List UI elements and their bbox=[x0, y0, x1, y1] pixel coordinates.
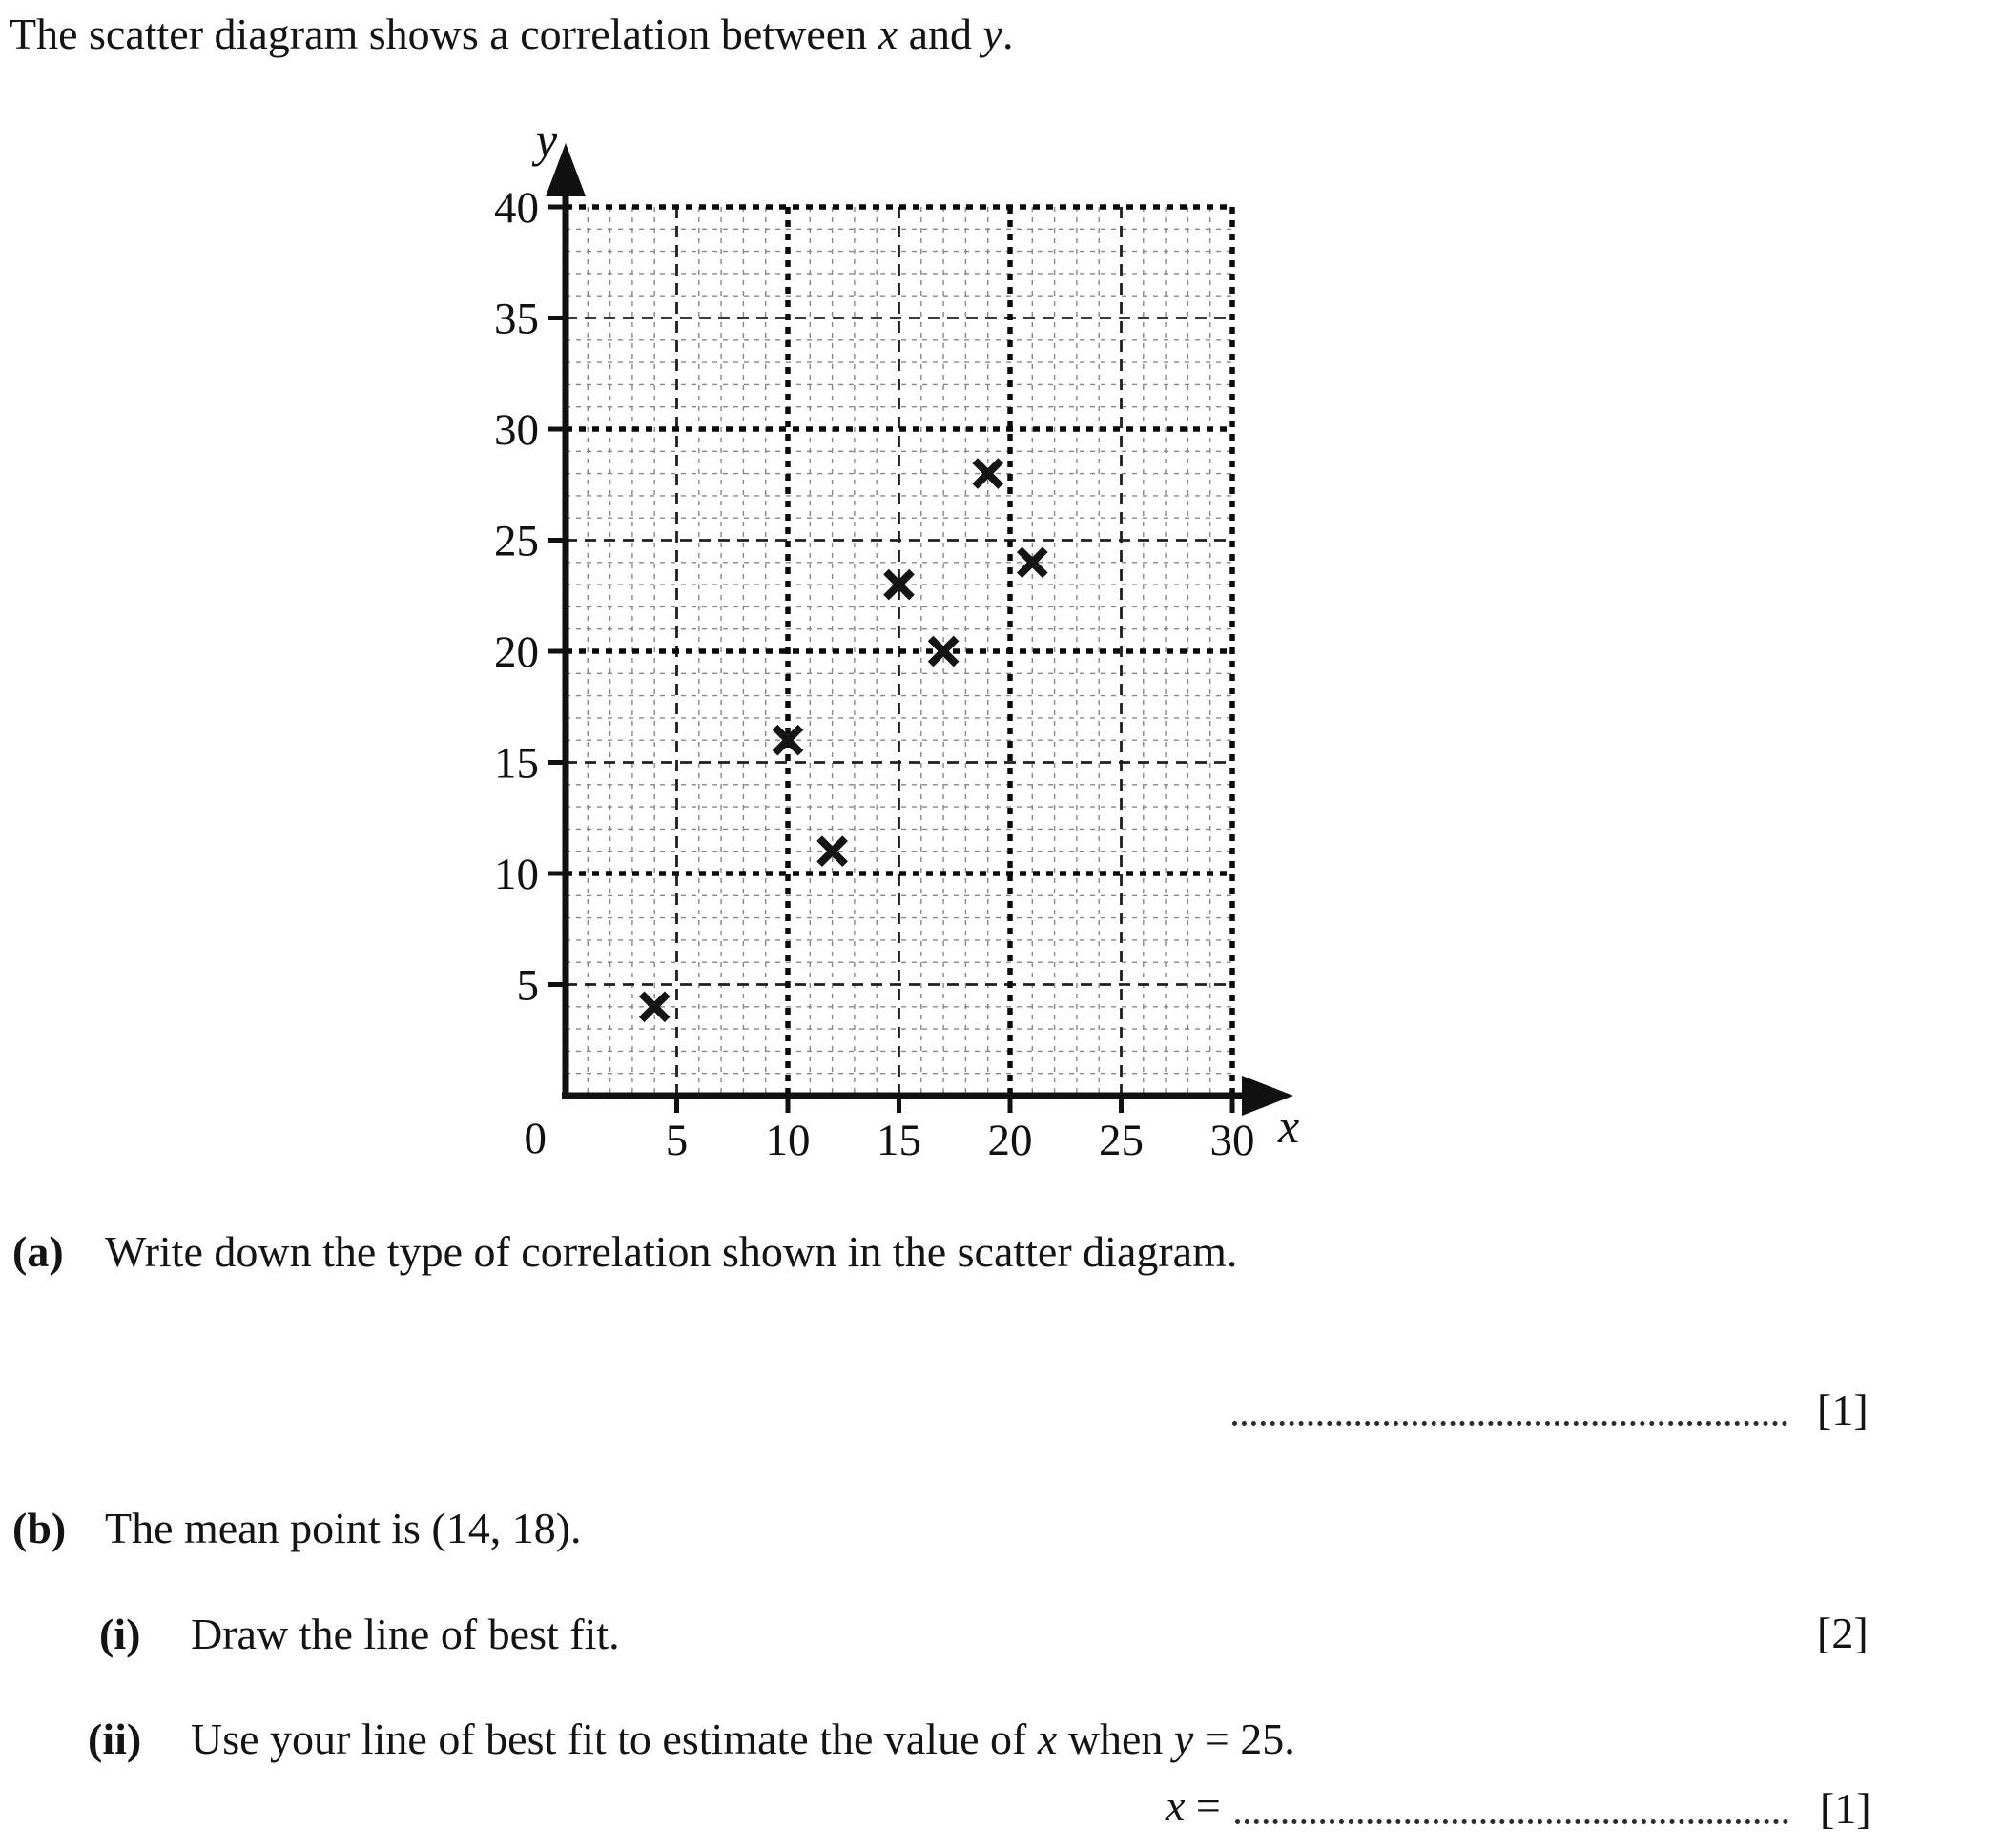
question-b-label: (b) bbox=[12, 1504, 67, 1552]
chart-tick-labels bbox=[494, 113, 1299, 1165]
x-tick-label: 10 bbox=[765, 1116, 811, 1165]
y-tick-label: 15 bbox=[494, 738, 539, 789]
bii-y-variable: y bbox=[1173, 1715, 1194, 1763]
x-tick-label: 20 bbox=[987, 1116, 1033, 1165]
x-tick-label: 15 bbox=[877, 1116, 921, 1165]
intro-y-variable: y bbox=[982, 10, 1002, 58]
question-bi-marks: [2] bbox=[1817, 1609, 1869, 1657]
question-a-text: Write down the type of correlation shown in the scatter diagram. bbox=[105, 1227, 1238, 1276]
intro-text-between: and bbox=[898, 10, 983, 58]
question-bi-label: (i) bbox=[99, 1610, 141, 1658]
bii-text-end: = 25. bbox=[1193, 1715, 1295, 1763]
answer-x-variable: x bbox=[1166, 1781, 1186, 1830]
y-tick-label: 5 bbox=[516, 960, 539, 1011]
y-tick-label: 25 bbox=[494, 516, 539, 566]
y-tick-label: 20 bbox=[494, 627, 539, 677]
question-intro bbox=[10, 8, 1013, 60]
x-axis-label: x bbox=[1278, 1099, 1300, 1153]
origin-label: 0 bbox=[524, 1114, 547, 1163]
answer-line-x[interactable] bbox=[1235, 1781, 1788, 1824]
y-tick-label: 30 bbox=[494, 405, 539, 455]
answer-line-a[interactable] bbox=[1232, 1383, 1787, 1426]
bii-x-variable: x bbox=[1037, 1715, 1058, 1763]
chart-tick-marks bbox=[548, 207, 1232, 1113]
question-bii-label: (ii) bbox=[88, 1715, 142, 1763]
intro-text-end: . bbox=[1002, 10, 1014, 58]
bii-text-before: Use your line of best fit to estimate the value of bbox=[191, 1715, 1038, 1763]
x-tick-label: 25 bbox=[1099, 1116, 1144, 1165]
y-tick-label: 35 bbox=[494, 294, 539, 344]
question-bii-marks: [1] bbox=[1820, 1784, 1871, 1833]
question-bii-text bbox=[191, 1713, 1295, 1765]
y-tick-label: 10 bbox=[494, 850, 539, 899]
answer-equals-sign: = bbox=[1195, 1781, 1221, 1830]
y-tick-label: 40 bbox=[494, 183, 539, 233]
chart-axes bbox=[546, 143, 1293, 1116]
question-bi-text: Draw the line of best fit. bbox=[191, 1610, 620, 1658]
bii-text-mid: when bbox=[1057, 1715, 1174, 1763]
question-b-text: The mean point is (14, 18). bbox=[105, 1504, 582, 1552]
scatter-chart bbox=[420, 86, 1354, 1206]
intro-text-before: The scatter diagram shows a correlation between bbox=[10, 10, 878, 58]
answer-ii-prefix bbox=[1166, 1779, 1221, 1832]
chart-gridlines bbox=[566, 207, 1232, 1096]
x-tick-label: 30 bbox=[1209, 1116, 1255, 1165]
intro-x-variable: x bbox=[878, 10, 898, 58]
question-a-marks: [1] bbox=[1817, 1386, 1869, 1434]
x-tick-label: 5 bbox=[665, 1116, 689, 1165]
y-axis-label: y bbox=[535, 113, 558, 167]
question-a-label: (a) bbox=[12, 1227, 64, 1276]
